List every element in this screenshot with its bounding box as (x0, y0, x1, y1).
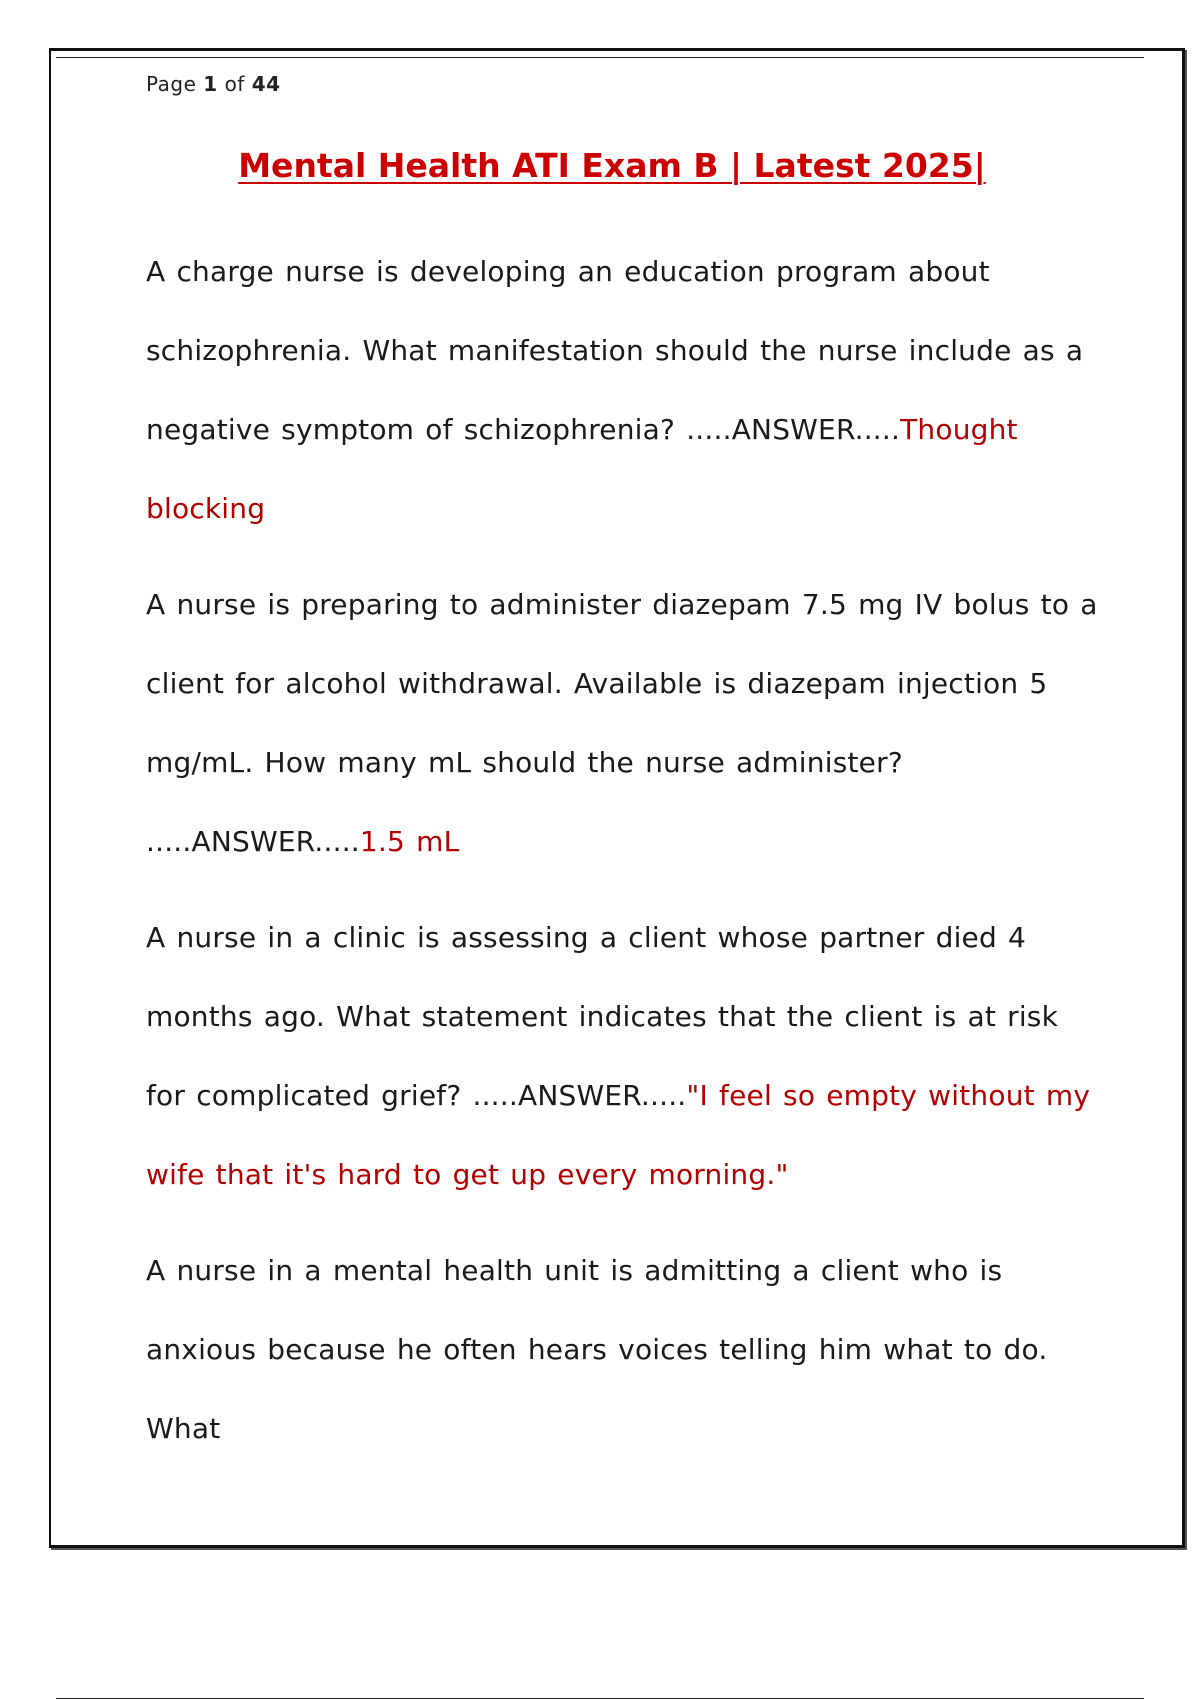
page-current: 1 (203, 72, 218, 96)
answer-text: Thought blocking (146, 413, 1018, 525)
document-title-text: Mental Health ATI Exam B | Latest 2025| (238, 146, 986, 185)
page-label: Page (146, 72, 197, 96)
question-item (146, 565, 1101, 881)
page-number (146, 72, 281, 96)
answer-marker: .....ANSWER..... (686, 413, 901, 446)
answer-text: "I feel so empty without my wife that it's hard to get up every morning." (146, 1079, 1091, 1191)
question-text: A nurse in a clinic is assessing a client whose partner died 4 months ago. What statement indicates that the client is at risk for complicated grief? (146, 921, 1059, 1112)
top-rule (56, 57, 1144, 58)
question-list (146, 232, 1101, 1485)
answer-marker: .....ANSWER..... (146, 825, 360, 858)
question-text: A charge nurse is developing an education program about schizophrenia. What manifestation should the nurse include as a negative symptom of schizophrenia? (146, 255, 1084, 446)
page-total: 44 (251, 72, 281, 96)
question-item (146, 1231, 1101, 1468)
question-text: A nurse is preparing to administer diazepam 7.5 mg IV bolus to a client for alcohol withdrawal. Available is diazepam injection 5 mg/mL. How many mL should the nurse administer? (146, 588, 1098, 779)
answer-marker: .....ANSWER..... (472, 1079, 687, 1112)
document-title (0, 146, 1200, 185)
page-of: of (224, 72, 245, 96)
answer-text: 1.5 mL (359, 825, 460, 858)
bottom-rule (56, 1698, 1144, 1699)
question-item (146, 898, 1101, 1214)
question-text: A nurse in a mental health unit is admitting a client who is anxious because he often hears voices telling him what to do. What (146, 1254, 1048, 1445)
question-item (146, 232, 1101, 548)
